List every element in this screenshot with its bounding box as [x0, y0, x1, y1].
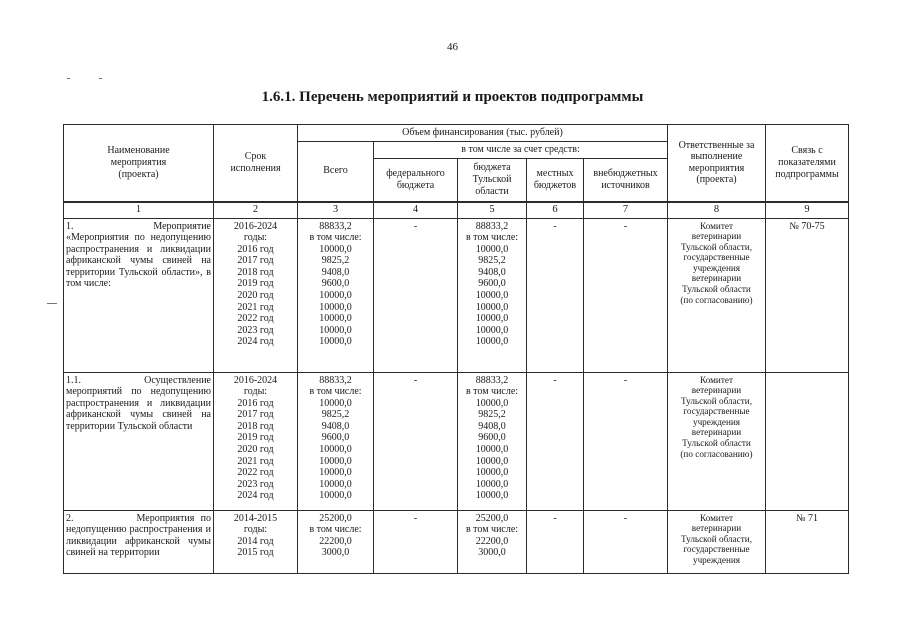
table-row	[64, 372, 849, 510]
activities-table	[63, 124, 849, 574]
column-number: 6	[527, 202, 584, 219]
funding-regional: 25200,0 в том числе: 22200,0 3000,0	[458, 510, 527, 573]
table-row	[64, 218, 849, 372]
col-term-header: Срок исполнения	[214, 125, 298, 202]
activity-name: 1. Мероприятие «Мероприятия по недопущению распространения и ликвидации африканской чумы свиней на территории Тульской области», в том числе:	[64, 218, 214, 372]
activity-term: 2014-2015 годы: 2014 год 2015 год	[214, 510, 298, 573]
column-number: 2	[214, 202, 298, 219]
col-including-header: в том числе за счет средств:	[374, 142, 668, 159]
scan-mark	[47, 303, 57, 304]
responsible-executor: Комитет ветеринарии Тульской области, государственные учреждения ветеринарии Тульской области (по согласованию)	[668, 218, 766, 372]
header-row-1	[64, 125, 849, 142]
activity-term: 2016-2024 годы: 2016 год 2017 год 2018 год 2019 год 2020 год 2021 год 2022 год 2023 год 2024 год	[214, 218, 298, 372]
col-funding-header: Объем финансирования (тыс. рублей)	[298, 125, 668, 142]
funding-local: -	[527, 510, 584, 573]
funding-local: -	[527, 372, 584, 510]
funding-total: 25200,0 в том числе: 22200,0 3000,0	[298, 510, 374, 573]
responsible-executor: Комитет ветеринарии Тульской области, государственные учреждения ветеринарии Тульской области (по согласованию)	[668, 372, 766, 510]
funding-local: -	[527, 218, 584, 372]
column-number: 3	[298, 202, 374, 219]
col-extra-header: внебюджетных источников	[584, 159, 668, 202]
activity-name: 2. Мероприятия по недопущению распространения и ликвидации африканской чумы свиней на территории	[64, 510, 214, 573]
column-number: 4	[374, 202, 458, 219]
column-number: 7	[584, 202, 668, 219]
col-name-header: Наименование мероприятия (проекта)	[64, 125, 214, 202]
column-number: 1	[64, 202, 214, 219]
col-local-header: местных бюджетов	[527, 159, 584, 202]
funding-regional: 88833,2 в том числе: 10000,0 9825,2 9408,0 9600,0 10000,0 10000,0 10000,0 10000,0 10000,0	[458, 372, 527, 510]
funding-federal: -	[374, 218, 458, 372]
col-link-header: Связь с показателями подпрограммы	[766, 125, 849, 202]
indicator-link: № 70-75	[766, 218, 849, 372]
col-responsible-header: Ответственные за выполнение мероприятия (проекта)	[668, 125, 766, 202]
activity-name: 1.1. Осуществление мероприятий по недопущению распространения и ликвидации африканской чумы свиней на территории Тульской области	[64, 372, 214, 510]
funding-extra: -	[584, 510, 668, 573]
funding-total: 88833,2 в том числе: 10000,0 9825,2 9408,0 9600,0 10000,0 10000,0 10000,0 10000,0 10000,0	[298, 218, 374, 372]
scan-mark	[67, 78, 70, 79]
funding-total: 88833,2 в том числе: 10000,0 9825,2 9408,0 9600,0 10000,0 10000,0 10000,0 10000,0 10000,0	[298, 372, 374, 510]
indicator-link: № 71	[766, 510, 849, 573]
scan-mark	[99, 78, 102, 79]
activity-term: 2016-2024 годы: 2016 год 2017 год 2018 год 2019 год 2020 год 2021 год 2022 год 2023 год 2024 год	[214, 372, 298, 510]
funding-federal: -	[374, 510, 458, 573]
indicator-link	[766, 372, 849, 510]
col-regional-header: бюджета Тульской области	[458, 159, 527, 202]
column-number: 8	[668, 202, 766, 219]
column-number-row	[64, 202, 849, 219]
page-number: 46	[447, 41, 458, 53]
funding-extra: -	[584, 218, 668, 372]
col-total-header: Всего	[298, 142, 374, 202]
table-row	[64, 510, 849, 573]
funding-federal: -	[374, 372, 458, 510]
page-title: 1.6.1. Перечень мероприятий и проектов подпрограммы	[261, 89, 644, 105]
col-federal-header: федерального бюджета	[374, 159, 458, 202]
column-number: 5	[458, 202, 527, 219]
funding-regional: 88833,2 в том числе: 10000,0 9825,2 9408,0 9600,0 10000,0 10000,0 10000,0 10000,0 10000,0	[458, 218, 527, 372]
responsible-executor: Комитет ветеринарии Тульской области, государственные учреждения	[668, 510, 766, 573]
column-number: 9	[766, 202, 849, 219]
funding-extra: -	[584, 372, 668, 510]
